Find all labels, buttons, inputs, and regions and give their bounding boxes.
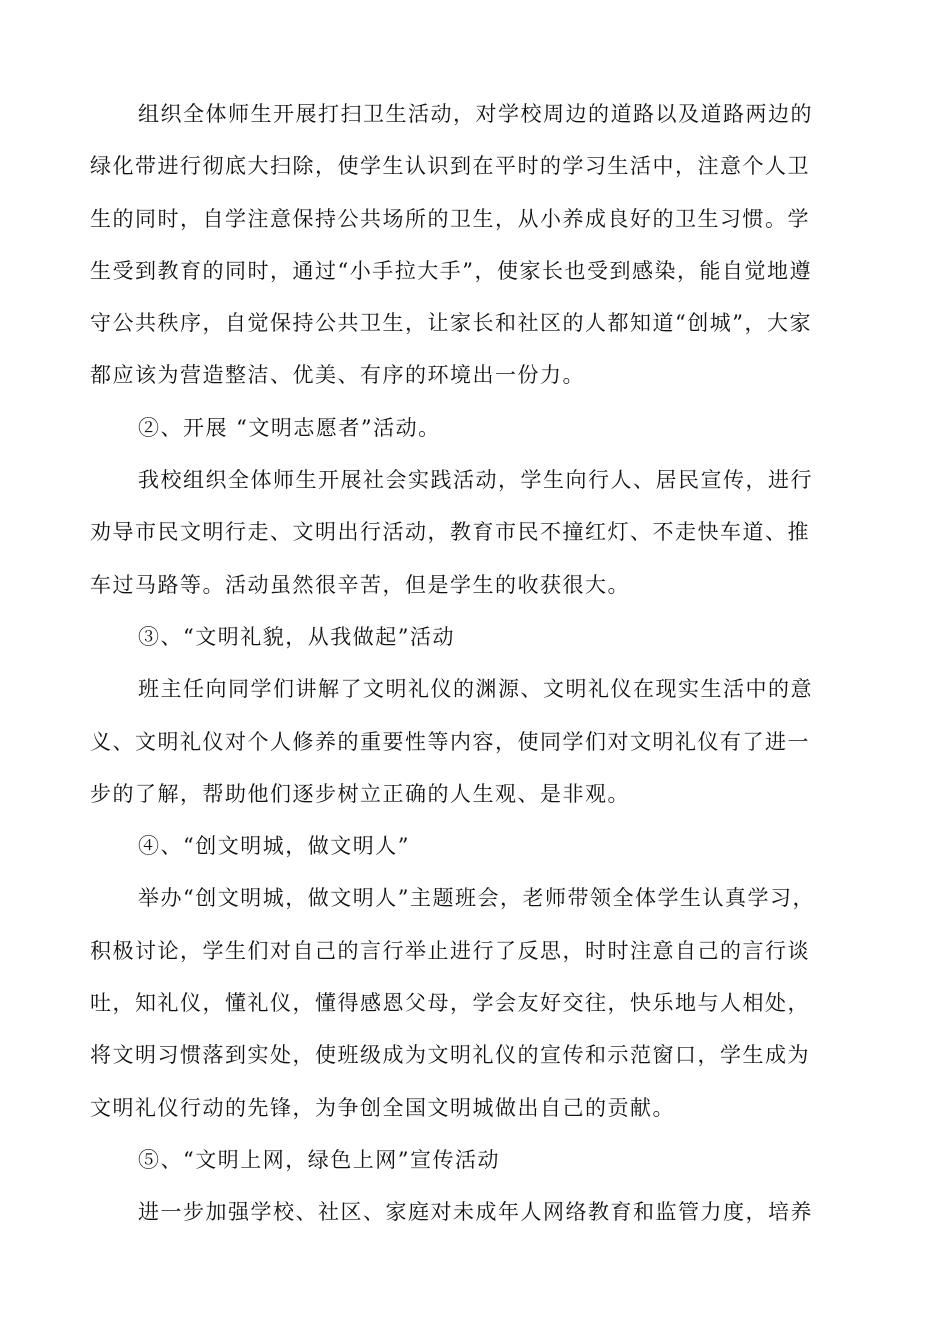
- section-heading: ④、“创文明城，做文明人”: [138, 834, 410, 859]
- section-heading: ③、“文明礼貌，从我做起”活动: [138, 624, 455, 649]
- paragraph-line: 举办“创文明城，做文明人”主题班会，老师带领全体学生认真学习，: [138, 886, 815, 911]
- paragraph-line: 义、文明礼仪对个人修养的重要性等内容，使同学们对文明礼仪有了进一: [90, 729, 810, 754]
- paragraph-line: 班主任向同学们讲解了文明礼仪的渊源、文明礼仪在现实生活中的意: [138, 677, 813, 702]
- paragraph-line: 吐，知礼仪，懂礼仪，懂得感恩父母，学会友好交往，快乐地与人相处，: [90, 991, 810, 1016]
- paragraph-line: 车过马路等。活动虽然很辛苦，但是学生的收获很大。: [90, 572, 630, 597]
- section-heading: ⑤、“文明上网，绿色上网”宣传活动: [138, 1147, 500, 1172]
- paragraph-line: 生受到教育的同时，通过“小手拉大手”，使家长也受到感染，能自觉地遵: [90, 258, 812, 283]
- paragraph-line: 积极讨论，学生们对自己的言行举止进行了反思，时时注意自己的言行谈: [90, 938, 810, 963]
- paragraph-line: 劝导市民文明行走、文明出行活动，教育市民不撞红灯、不走快车道、推: [90, 520, 810, 545]
- paragraph-line: 都应该为营造整洁、优美、有序的环境出一份力。: [90, 363, 585, 388]
- paragraph-line: 绿化带进行彻底大扫除，使学生认识到在平时的学习生活中，注意个人卫: [90, 154, 810, 179]
- paragraph-line: 文明礼仪行动的先锋，为争创全国文明城做出自己的贡献。: [90, 1095, 675, 1120]
- paragraph-line: 步的了解，帮助他们逐步树立正确的人生观、是非观。: [90, 781, 630, 806]
- paragraph-line: 守公共秩序，自觉保持公共卫生，让家长和社区的人都知道“创城”，大家: [90, 311, 812, 336]
- document-body: [90, 88, 860, 1239]
- section-heading: ②、开展 “文明志愿者”活动。: [138, 415, 441, 440]
- paragraph-line: 组织全体师生开展打扫卫生活动，对学校周边的道路以及道路两边的: [138, 102, 813, 126]
- paragraph-line: 生的同时，自学注意保持公共场所的卫生，从小养成良好的卫生习惯。学: [90, 206, 810, 231]
- paragraph-line: 我校组织全体师生开展社会实践活动，学生向行人、居民宣传，进行: [138, 468, 813, 493]
- paragraph-line: 将文明习惯落到实处，使班级成为文明礼仪的宣传和示范窗口，学生成为: [90, 1043, 810, 1068]
- paragraph-line: 进一步加强学校、社区、家庭对未成年人网络教育和监管力度，培养: [138, 1200, 813, 1225]
